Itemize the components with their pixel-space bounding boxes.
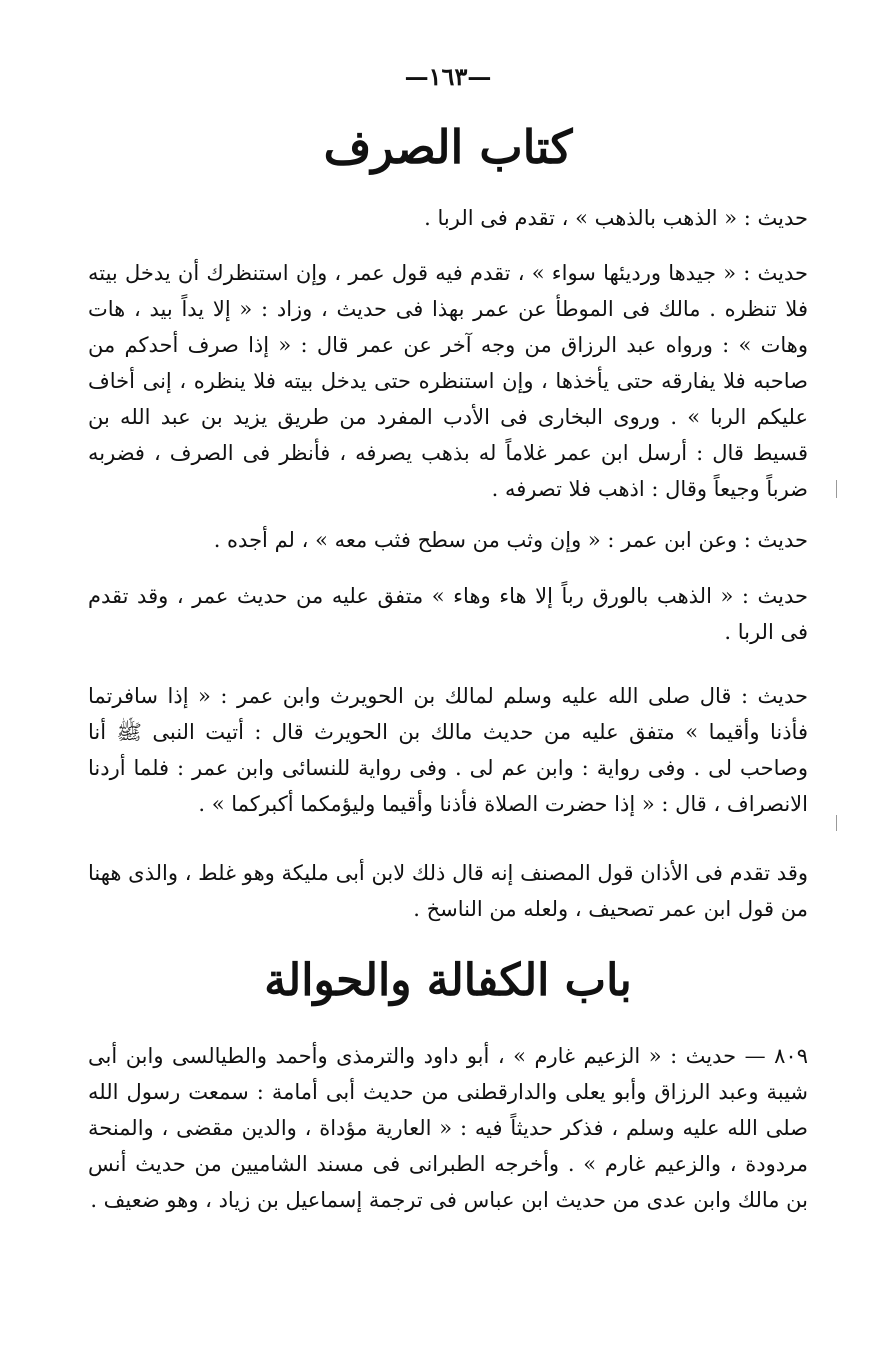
paragraph: وقد تقدم فى الأذان قول المصنف إنه قال ذلك لابن أبى مليكة وهو غلط ، والذى ههنا من قول ابن عمر تصحيف ، ولعله من الناسخ . bbox=[88, 861, 808, 921]
paragraph: حديث : قال صلى الله عليه وسلم لمالك بن الحويرث وابن عمر : « إذا سافرتما فأذنا وأقيما » متفق عليه من حديث مالك بن الحويرث قال : أتيت النبى ﷺ أنا وصاحب لى . وفى رواية : وابن عم لى . وفى رواية للنسائى وابن عمر : فلما أردنا الانصراف ، قال : « إذا حضرت الصلاة فأذنا وأقيما وليؤمكما أكبركما » . bbox=[88, 684, 808, 816]
paragraph: حديث : وعن ابن عمر : « وإن وثب من سطح فثب معه » ، لم أجده . bbox=[213, 528, 808, 552]
paragraph: ٨٠٩ — حديث : « الزعيم غارم » ، أبو داود والترمذى وأحمد والطيالسى وابن أبى شيبة وعبد الرزاق وأبو يعلى والدارقطنى من حديث أبى أمامة : سمعت رسول الله صلى الله عليه وسلم ، فذكر حديثاً فيه : « العارية مؤداة ، والدين مقضى ، والمنحة مردودة ، والزعيم غارم » . وأخرجه الطبرانى فى مسند الشاميين من حديث أنس بن مالك وابن عدى من حديث ابن عباس فى ترجمة إسماعيل بن زياد ، وهو ضعيف . bbox=[88, 1044, 808, 1212]
margin-mark bbox=[836, 815, 837, 831]
margin-mark bbox=[836, 480, 837, 498]
book-title: كتاب الصرف bbox=[323, 120, 573, 174]
section-title: باب الكفالة والحوالة bbox=[264, 955, 632, 1006]
paragraph: حديث : « الذهب بالورق رباً إلا هاء وهاء » متفق عليه من حديث عمر ، وقد تقدم فى الربا . bbox=[88, 584, 808, 644]
page-number: —١٦٣— bbox=[404, 62, 492, 91]
paragraph: حديث : « الذهب بالذهب » ، تقدم فى الربا . bbox=[424, 206, 808, 230]
paragraph: حديث : « جيدها ورديئها سواء » ، تقدم فيه قول عمر ، وإن استنظرك أن يدخل بيته فلا تنظره . مالك فى الموطأ عن عمر بهذا فى حديث ، وزاد : « إلا يداً بيد ، هات وهات » : ورواه عبد الرزاق من وجه آخر عن عمر قال : « إذا صرف أحدكم من صاحبه فلا يفارقه حتى يأخذها ، وإن استنظره حتى يدخل بيته فلا ينظره ، إنى أخاف عليكم الربا » . وروى البخارى فى الأدب المفرد من طريق يزيد بن عبد الله بن قسيط قال : أرسل ابن عمر غلاماً له بذهب يصرفه ، فأنظر فى الصرف ، فضربه ضرباً وجيعاً وقال : اذهب فلا تصرفه . bbox=[88, 261, 808, 501]
